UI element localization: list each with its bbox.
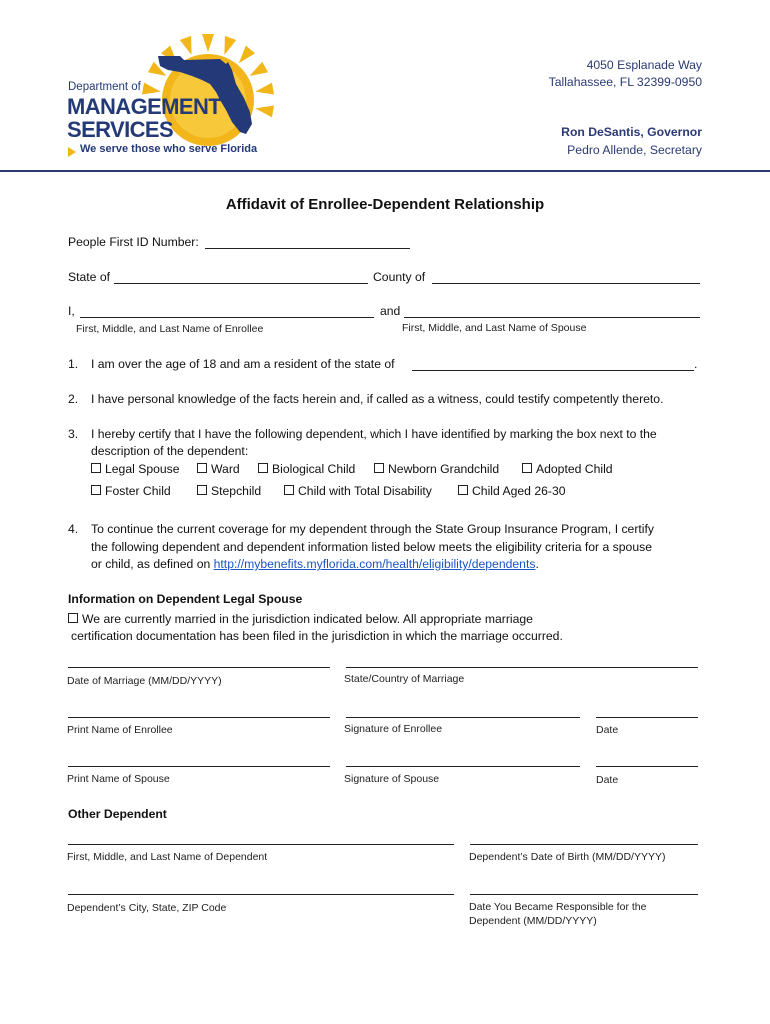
- logo-line2: MANAGEMENT: [67, 94, 222, 119]
- dependent-dob-field[interactable]: [470, 844, 698, 845]
- checkbox-adopted-child[interactable]: Adopted Child: [522, 462, 613, 476]
- i-label: I,: [68, 304, 75, 318]
- checkbox-icon[interactable]: [374, 463, 384, 473]
- county-field[interactable]: [432, 283, 700, 284]
- enrollee-name-caption: First, Middle, and Last Name of Enrollee: [76, 323, 264, 335]
- governor-name: Ron DeSantis, Governor: [561, 125, 702, 139]
- checkbox-icon[interactable]: [258, 463, 268, 473]
- checkbox-icon[interactable]: [197, 463, 207, 473]
- checkbox-icon[interactable]: [68, 613, 78, 623]
- address-line1: 4050 Esplanade Way: [586, 58, 702, 72]
- resident-state-field[interactable]: [412, 370, 694, 371]
- checkbox-icon[interactable]: [284, 485, 294, 495]
- signature-enrollee-caption: Signature of Enrollee: [344, 723, 443, 735]
- checkbox-icon[interactable]: [458, 485, 468, 495]
- item-3-line2: description of the dependent:: [91, 444, 249, 458]
- print-spouse-field[interactable]: [68, 766, 330, 767]
- responsible-date-field[interactable]: [470, 894, 698, 895]
- checkbox-ward[interactable]: Ward: [197, 462, 240, 476]
- and-label: and: [380, 304, 401, 318]
- item-1-number: 1.: [68, 357, 79, 371]
- date2-field[interactable]: [596, 766, 698, 767]
- checkbox-stepchild[interactable]: Stepchild: [197, 484, 261, 498]
- checkbox-child-total-disability[interactable]: Child with Total Disability: [284, 484, 432, 498]
- people-first-id-label: People First ID Number:: [68, 235, 199, 249]
- item-2-text: I have personal knowledge of the facts herein and, if called as a witness, could testify competently thereto.: [91, 392, 664, 406]
- spouse-section-heading: Information on Dependent Legal Spouse: [68, 592, 303, 606]
- address-line2: Tallahassee, FL 32399-0950: [548, 75, 702, 89]
- signature-spouse-caption: Signature of Spouse: [344, 773, 440, 785]
- dependent-name-caption: First, Middle, and Last Name of Dependent: [67, 851, 268, 863]
- spouse-name-field[interactable]: [404, 317, 700, 318]
- state-field[interactable]: [114, 283, 368, 284]
- item-1-text: I am over the age of 18 and am a resident of the state of: [91, 357, 395, 371]
- checkbox-foster-child[interactable]: Foster Child: [91, 484, 171, 498]
- dependent-address-caption: Dependent’s City, State, ZIP Code: [67, 902, 227, 914]
- item-3-number: 3.: [68, 427, 79, 441]
- date-of-marriage-field[interactable]: [68, 667, 330, 668]
- item-2-number: 2.: [68, 392, 79, 406]
- signature-spouse-field[interactable]: [346, 766, 580, 767]
- checkbox-icon[interactable]: [197, 485, 207, 495]
- dependent-dob-caption: Dependent’s Date of Birth (MM/DD/YYYY): [469, 851, 666, 863]
- print-enrollee-caption: Print Name of Enrollee: [67, 724, 173, 736]
- secretary-name: Pedro Allende, Secretary: [567, 143, 702, 157]
- dependent-address-field[interactable]: [68, 894, 454, 895]
- people-first-id-field[interactable]: [205, 248, 410, 249]
- page-title: Affidavit of Enrollee-Dependent Relationship: [225, 196, 545, 213]
- dependent-name-field[interactable]: [68, 844, 454, 845]
- item-4-number: 4.: [68, 522, 79, 536]
- item-4-line1: To continue the current coverage for my dependent through the State Group Insurance Program, I certify: [91, 522, 654, 536]
- state-country-caption: State/Country of Marriage: [344, 673, 465, 685]
- header-rule: [0, 170, 770, 172]
- arrow-icon: [68, 147, 76, 157]
- signature-enrollee-field[interactable]: [346, 717, 580, 718]
- item-3-line1: I hereby certify that I have the following dependent, which I have identified by marking the box next to the: [91, 427, 657, 441]
- checkbox-biological-child[interactable]: Biological Child: [258, 462, 355, 476]
- eligibility-link[interactable]: http://mybenefits.myflorida.com/health/eligibility/dependents: [213, 557, 536, 571]
- checkbox-icon[interactable]: [522, 463, 532, 473]
- state-label: State of: [68, 270, 111, 284]
- spouse-name-caption: First, Middle, and Last Name of Spouse: [402, 322, 587, 334]
- item-4-line2: the following dependent and dependent information listed below meets the eligibility criteria for a spouse: [91, 540, 652, 554]
- print-spouse-caption: Print Name of Spouse: [67, 773, 170, 785]
- state-country-field[interactable]: [346, 667, 698, 668]
- item-4-line3: or child, as defined on http://mybenefits.myflorida.com/health/eligibility/dependents.: [91, 557, 539, 571]
- responsible-date-caption-line2: Dependent (MM/DD/YYYY): [469, 915, 597, 927]
- responsible-date-caption-line1: Date You Became Responsible for the: [469, 901, 647, 913]
- logo-tagline: We serve those who serve Florida: [80, 143, 258, 155]
- date1-field[interactable]: [596, 717, 698, 718]
- date2-caption: Date: [596, 774, 619, 786]
- item-1-period: .: [694, 357, 698, 371]
- logo-line3: SERVICES: [67, 117, 174, 142]
- dms-logo: [60, 26, 290, 162]
- checkbox-legal-spouse[interactable]: Legal Spouse: [91, 462, 180, 476]
- other-dependent-heading: Other Dependent: [68, 807, 167, 821]
- checkbox-icon[interactable]: [91, 463, 101, 473]
- county-label: County of: [373, 270, 426, 284]
- date1-caption: Date: [596, 724, 619, 736]
- checkbox-newborn-grandchild[interactable]: Newborn Grandchild: [374, 462, 499, 476]
- checkbox-child-aged-26-30[interactable]: Child Aged 26-30: [458, 484, 566, 498]
- print-enrollee-field[interactable]: [68, 717, 330, 718]
- enrollee-name-field[interactable]: [80, 317, 374, 318]
- checkbox-currently-married[interactable]: We are currently married in the jurisdiction indicated below. All appropriate marriage: [68, 612, 533, 626]
- checkbox-icon[interactable]: [91, 485, 101, 495]
- logo-line1: Department of: [68, 81, 141, 93]
- date-of-marriage-caption: Date of Marriage (MM/DD/YYYY): [67, 675, 222, 687]
- married-line2: certification documentation has been filed in the jurisdiction in which the marriage occurred.: [71, 629, 563, 643]
